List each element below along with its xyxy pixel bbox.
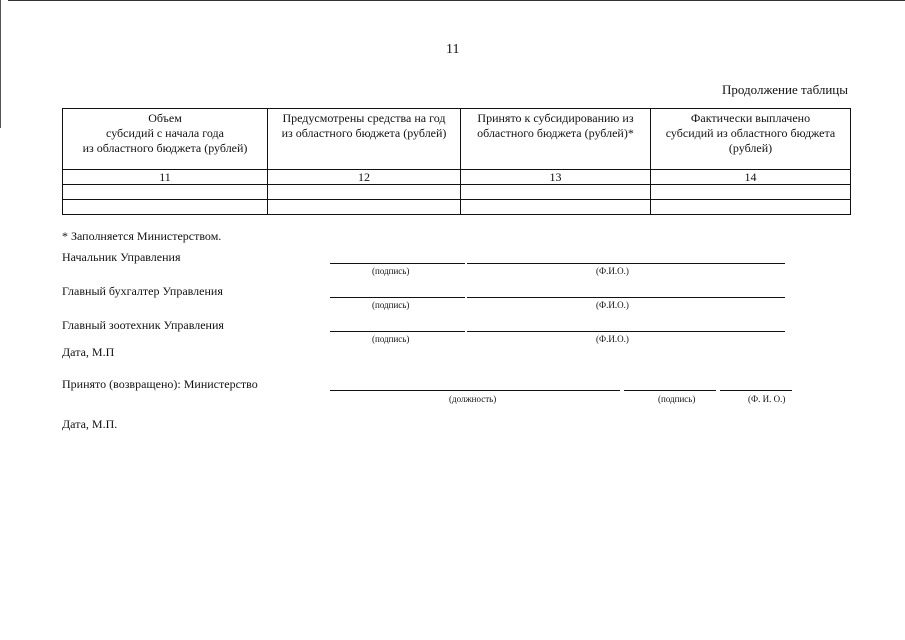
name-caption: (Ф. И. О.) — [748, 394, 786, 404]
name-caption: (Ф.И.О.) — [596, 300, 629, 310]
left-border-line — [0, 0, 1, 128]
page-number: 11 — [446, 42, 460, 57]
signature-role: Главный зоотехник Управления — [62, 318, 224, 332]
column-number: 12 — [268, 170, 461, 185]
header-cell-12 — [268, 109, 461, 170]
header-line: областного бюджета (рублей)* — [477, 126, 634, 140]
table-cell[interactable] — [461, 200, 651, 215]
position-caption: (должность) — [449, 394, 497, 404]
column-number: 11 — [63, 170, 268, 185]
header-line: (рублей) — [728, 141, 773, 155]
header-line: из областного бюджета (рублей) — [281, 126, 447, 140]
signature-line[interactable] — [330, 297, 465, 298]
position-line[interactable] — [330, 390, 620, 391]
subsidy-table — [62, 108, 851, 215]
top-border-line — [8, 0, 905, 1]
table-cell[interactable] — [461, 185, 651, 200]
signature-role: Начальник Управления — [62, 250, 181, 264]
table-cell[interactable] — [268, 185, 461, 200]
name-line[interactable] — [467, 263, 785, 264]
signature-line[interactable] — [330, 331, 465, 332]
date-stamp: Дата, М.П. — [62, 417, 118, 431]
name-line[interactable] — [467, 331, 785, 332]
date-stamp: Дата, М.П — [62, 345, 115, 359]
table-cell[interactable] — [63, 200, 268, 215]
column-number-row — [63, 170, 851, 185]
name-line[interactable] — [467, 297, 785, 298]
signature-line[interactable] — [330, 263, 465, 264]
table-cell[interactable] — [63, 185, 268, 200]
signature-line[interactable] — [624, 390, 716, 391]
signature-caption: (подпись) — [372, 334, 410, 344]
signature-caption: (подпись) — [658, 394, 696, 404]
table-cell[interactable] — [268, 200, 461, 215]
table-cell[interactable] — [651, 200, 851, 215]
accepted-label: Принято (возвращено): Министерство — [62, 377, 258, 391]
header-cell-11 — [63, 109, 268, 170]
header-cell-14 — [651, 109, 851, 170]
header-line: Фактически выплачено — [690, 111, 811, 125]
name-line[interactable] — [720, 390, 792, 391]
table-cell[interactable] — [651, 185, 851, 200]
name-caption: (Ф.И.О.) — [596, 266, 629, 276]
header-line: из областного бюджета (рублей) — [82, 141, 248, 155]
name-caption: (Ф.И.О.) — [596, 334, 629, 344]
header-line: Предусмотрены средства на год — [282, 111, 446, 125]
signature-caption: (подпись) — [372, 300, 410, 310]
footnote: * Заполняется Министерством. — [62, 229, 222, 243]
column-number: 13 — [461, 170, 651, 185]
header-line: субсидий из областного бюджета — [665, 126, 836, 140]
continuation-label: Продолжение таблицы — [722, 82, 848, 97]
header-line: Объем — [148, 111, 182, 125]
signature-caption: (подпись) — [372, 266, 410, 276]
header-line: Принято к субсидированию из — [477, 111, 634, 125]
column-number: 14 — [651, 170, 851, 185]
signature-role: Главный бухгалтер Управления — [62, 284, 223, 298]
header-cell-13 — [461, 109, 651, 170]
header-line: субсидий с начала года — [106, 126, 224, 140]
table-row — [63, 200, 851, 215]
table-header-row — [63, 109, 851, 170]
table-row — [63, 185, 851, 200]
